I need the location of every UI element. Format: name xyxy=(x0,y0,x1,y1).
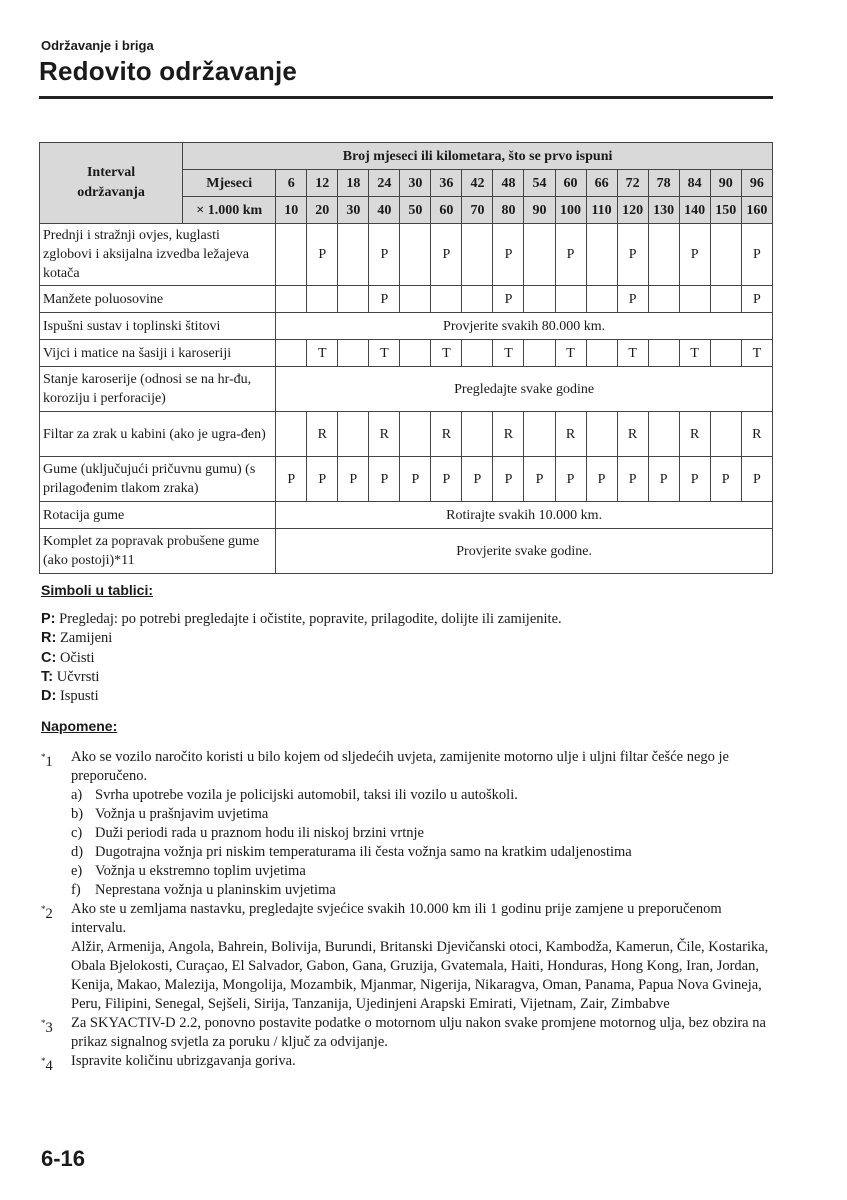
km-col-header: 100 xyxy=(555,197,586,224)
notes-title: Napomene: xyxy=(41,718,118,734)
table-cell: R xyxy=(307,412,338,457)
table-cell: T xyxy=(431,340,462,367)
symbol-item xyxy=(41,629,781,648)
table-row xyxy=(40,502,773,529)
month-col-header: 96 xyxy=(741,170,772,197)
table-cell xyxy=(586,286,617,313)
table-cell: P xyxy=(338,457,369,502)
table-cell: P xyxy=(493,457,524,502)
table-cell xyxy=(586,340,617,367)
table-cell: P xyxy=(710,457,741,502)
month-col-header: 60 xyxy=(555,170,586,197)
table-cell xyxy=(276,412,307,457)
table-cell: P xyxy=(648,457,679,502)
table-cell xyxy=(276,286,307,313)
month-col-header: 54 xyxy=(524,170,555,197)
table-cell xyxy=(648,224,679,286)
table-row xyxy=(40,412,773,457)
sub-item-letter: d) xyxy=(71,844,84,860)
table-cell: T xyxy=(679,340,710,367)
km-col-header: 20 xyxy=(307,197,338,224)
page-number: 6-16 xyxy=(41,1146,86,1171)
table-cell xyxy=(555,286,586,313)
sub-item-text: Vožnja u ekstremno toplim uvjetima xyxy=(95,863,306,879)
km-col-header: 80 xyxy=(493,197,524,224)
month-col-header: 84 xyxy=(679,170,710,197)
row-label: Ispušni sustav i toplinski štitovi xyxy=(40,313,276,340)
month-col-header: 30 xyxy=(400,170,431,197)
table-cell: T xyxy=(307,340,338,367)
table-cell: R xyxy=(555,412,586,457)
month-col-header: 66 xyxy=(586,170,617,197)
table-cell xyxy=(276,224,307,286)
table-cell xyxy=(524,286,555,313)
table-cell xyxy=(648,340,679,367)
km-col-header: 90 xyxy=(524,197,555,224)
table-cell xyxy=(276,340,307,367)
table-row xyxy=(40,367,773,412)
table-cell xyxy=(586,412,617,457)
note-sub-item xyxy=(71,881,776,900)
table-cell: T xyxy=(741,340,772,367)
table-cell xyxy=(710,340,741,367)
symbol-key: P: xyxy=(41,611,56,627)
symbol-item xyxy=(41,668,781,687)
table-cell xyxy=(710,412,741,457)
km-col-header: 30 xyxy=(338,197,369,224)
symbol-item xyxy=(41,687,781,706)
table-cell: P xyxy=(462,457,493,502)
month-col-header: 78 xyxy=(648,170,679,197)
symbol-item xyxy=(41,649,781,668)
row-label: Stanje karoserije (odnosi se na hr-đu, koroziju i perforacije) xyxy=(40,367,276,412)
note-sub-item xyxy=(71,843,776,862)
table-cell: T xyxy=(617,340,648,367)
symbol-desc: Ispusti xyxy=(56,688,99,705)
table-cell xyxy=(400,286,431,313)
table-cell: P xyxy=(431,224,462,286)
table-cell: P xyxy=(307,457,338,502)
month-col-header: 72 xyxy=(617,170,648,197)
km-col-header: 50 xyxy=(400,197,431,224)
month-col-header: 18 xyxy=(338,170,369,197)
note-1-text: Ako se vozilo naročito koristi u bilo kojem od sljedećih uvjeta, zamijenite motorno ulje i uljni filtar češće nego je preporučeno. xyxy=(71,749,729,784)
note-4-text: Ispravite količinu ubrizgavanja goriva. xyxy=(71,1053,296,1069)
table-cell xyxy=(524,340,555,367)
top-header: Broj mjeseci ili kilometara, što se prvo ispuni xyxy=(183,143,773,170)
table-cell: P xyxy=(431,457,462,502)
symbol-item xyxy=(41,610,781,629)
sub-item-text: Neprestana vožnja u planinskim uvjetima xyxy=(95,882,336,898)
month-col-header: 6 xyxy=(276,170,307,197)
sub-item-text: Svrha upotrebe vozila je policijski automobil, taksi ili vozilo u autoškoli. xyxy=(95,787,518,803)
table-cell xyxy=(679,286,710,313)
sub-item-text: Dugotrajna vožnja pri niskim temperaturama ili česta vožnja samo na kratkim udaljenostima xyxy=(95,844,632,860)
row-span-cell: Provjerite svakih 80.000 km. xyxy=(276,313,773,340)
note-2-countries: Alžir, Armenija, Angola, Bahrein, Bolivija, Burundi, Britanski Djevičanski otoci, Kambodža, Kamerun, Čile, Kostarika, Obala Bjelokosti, Curaçao, El Salvador, Gabon, Gana, Gruzija, Gvatemala, Haiti, Honduras, Hong Kong, Iran, Jordan, Kenija, Makao, Malezija, Mongolija, Mozambik, Mjanmar, Nigerija, Nikaragva, Oman, Panama, Papua Nova Gvineja, Peru, Filipini, Senegal, Sejšeli, Sirija, Tanzanija, Ujedinjeni Arapski Emirati, Vijetnam, Zair, Zimbabve xyxy=(71,939,769,1012)
table-cell: P xyxy=(493,286,524,313)
maintenance-table xyxy=(39,142,773,574)
sub-item-letter: e) xyxy=(71,863,83,879)
table-cell xyxy=(431,286,462,313)
month-col-header: 12 xyxy=(307,170,338,197)
table-cell: P xyxy=(586,457,617,502)
note-4-mark: 4 xyxy=(45,1057,53,1074)
month-col-header: 42 xyxy=(462,170,493,197)
symbol-key: T: xyxy=(41,668,54,685)
sub-item-letter: a) xyxy=(71,787,83,803)
km-col-header: 10 xyxy=(276,197,307,224)
row-label: Manžete poluosovine xyxy=(40,286,276,313)
km-col-header: 40 xyxy=(369,197,400,224)
symbols-title: Simboli u tablici: xyxy=(41,582,154,598)
table-cell: P xyxy=(369,224,400,286)
row-label: Filtar za zrak u kabini (ako je ugra-đen) xyxy=(40,412,276,457)
row-span-cell: Provjerite svake godine. xyxy=(276,529,773,574)
table-cell xyxy=(462,286,493,313)
note-3: *3 Za SKYACTIV-D 2.2, ponovno postavite podatke o motornom ulju nakon svake promjene motornog ulja, bez obzira na prikaz signalnog svjetla za poruku / ključ za odvijanje. xyxy=(41,1015,766,1050)
table-cell xyxy=(524,224,555,286)
table-cell: R xyxy=(679,412,710,457)
table-cell: P xyxy=(741,224,772,286)
table-cell xyxy=(462,340,493,367)
table-cell: P xyxy=(276,457,307,502)
month-col-header: 90 xyxy=(710,170,741,197)
symbol-key: D: xyxy=(41,688,57,705)
row-label: Vijci i matice na šasiji i karoseriji xyxy=(40,340,276,367)
table-cell: T xyxy=(369,340,400,367)
table-row xyxy=(40,286,773,313)
note-4: *4 Ispravite količinu ubrizgavanja goriva. xyxy=(41,1053,296,1074)
km-col-header: 140 xyxy=(679,197,710,224)
km-col-header: 160 xyxy=(741,197,772,224)
table-cell: P xyxy=(679,224,710,286)
table-row xyxy=(40,529,773,574)
row-span-cell: Rotirajte svakih 10.000 km. xyxy=(276,502,773,529)
table-cell xyxy=(524,412,555,457)
note-sub-item xyxy=(71,862,776,881)
table-row xyxy=(40,224,773,286)
table-cell xyxy=(400,412,431,457)
symbol-desc: Zamijeni xyxy=(56,630,113,647)
symbol-key: C: xyxy=(41,649,57,666)
km-label: × 1.000 km xyxy=(183,197,276,224)
table-cell: P xyxy=(369,286,400,313)
table-cell: P xyxy=(741,286,772,313)
symbols-list xyxy=(41,610,781,706)
table-cell xyxy=(648,412,679,457)
km-col-header: 150 xyxy=(710,197,741,224)
symbol-desc: Očisti xyxy=(56,649,95,666)
table-cell: R xyxy=(617,412,648,457)
km-col-header: 70 xyxy=(462,197,493,224)
month-col-header: 24 xyxy=(369,170,400,197)
table-cell: P xyxy=(369,457,400,502)
months-label: Mjeseci xyxy=(183,170,276,197)
symbol-key: R: xyxy=(41,630,57,647)
title-divider xyxy=(39,96,773,99)
km-col-header: 130 xyxy=(648,197,679,224)
table-cell xyxy=(710,224,741,286)
sub-item-text: Duži periodi rada u praznom hodu ili niskoj brzini vrtnje xyxy=(95,825,424,841)
note-3-text: Za SKYACTIV-D 2.2, ponovno postavite podatke o motornom ulju nakon svake promjene motornog ulja, bez obzira na prikaz signalnog svjetla za poruku / ključ za odvijanje. xyxy=(71,1015,766,1050)
table-cell xyxy=(307,286,338,313)
table-cell: P xyxy=(617,286,648,313)
table-cell xyxy=(648,286,679,313)
table-cell: P xyxy=(493,224,524,286)
table-cell xyxy=(338,224,369,286)
symbol-desc: Pregledaj: po potrebi pregledajte i očistite, popravite, prilagodite, dolijte ili zamijenite. xyxy=(55,611,562,627)
table-cell: P xyxy=(555,224,586,286)
table-cell xyxy=(338,340,369,367)
note-1-mark: 1 xyxy=(45,753,53,770)
table-cell: P xyxy=(741,457,772,502)
sub-item-text: Vožnja u prašnjavim uvjetima xyxy=(95,806,269,822)
month-col-header: 48 xyxy=(493,170,524,197)
sub-item-letter: f) xyxy=(71,882,81,898)
month-col-header: 36 xyxy=(431,170,462,197)
table-cell: R xyxy=(493,412,524,457)
note-sub-item xyxy=(71,805,776,824)
row-label: Prednji i stražnji ovjes, kuglasti zglobovi i aksijalna izvedba ležajeva kotača xyxy=(40,224,276,286)
table-cell: P xyxy=(679,457,710,502)
sub-item-letter: b) xyxy=(71,806,84,822)
symbol-desc: Učvrsti xyxy=(53,668,100,685)
table-cell: P xyxy=(617,457,648,502)
table-cell xyxy=(586,224,617,286)
table-cell: P xyxy=(400,457,431,502)
page-title: Redovito održavanje xyxy=(39,56,298,86)
note-sub-item xyxy=(71,786,776,805)
table-cell xyxy=(462,412,493,457)
table-cell: R xyxy=(431,412,462,457)
row-label: Rotacija gume xyxy=(40,502,276,529)
row-label: Gume (uključujući pričuvnu gumu) (s prilagođenim tlakom zraka) xyxy=(40,457,276,502)
table-cell: T xyxy=(555,340,586,367)
table-row xyxy=(40,340,773,367)
table-cell: P xyxy=(524,457,555,502)
note-1: *1 Ako se vozilo naročito koristi u bilo kojem od sljedećih uvjeta, zamijenite motorno ulje i uljni filtar češće nego je preporučeno. a) Svrha upotrebe vozila je policijski automobil, taksi ili vozilo u autoškoli. b) Vožnja u prašnjavim uvjetima c) Duži periodi rada u praznom hodu ili niskoj brzini vrtnje d) Dugotrajna vožnja pri niskim temperaturama ili česta vožnja samo na kratkim udaljenostima e) Vožnja u ekstremno toplim uvjetima f) Neprestana vožnja u planinskim uvjetima xyxy=(41,748,776,900)
table-cell xyxy=(338,286,369,313)
note-sub-item xyxy=(71,824,776,843)
row-span-cell: Pregledajte svake godine xyxy=(276,367,773,412)
table-cell: R xyxy=(369,412,400,457)
table-cell: T xyxy=(493,340,524,367)
table-cell: R xyxy=(741,412,772,457)
section-label: Održavanje i briga xyxy=(41,38,154,53)
table-cell xyxy=(710,286,741,313)
table-cell xyxy=(400,340,431,367)
table-cell: P xyxy=(307,224,338,286)
note-3-mark: 3 xyxy=(45,1019,53,1036)
sub-item-letter: c) xyxy=(71,825,83,841)
interval-header: Interval održavanja xyxy=(40,143,183,224)
table-cell xyxy=(338,412,369,457)
notes xyxy=(41,748,776,1074)
km-col-header: 120 xyxy=(617,197,648,224)
note-2-text: Ako ste u zemljama nastavku, pregledajte svjećice svakih 10.000 km ili 1 godinu prije zamjene u preporučenom intervalu. xyxy=(71,901,722,936)
table-row xyxy=(40,313,773,340)
table-row xyxy=(40,457,773,502)
note-2: *2 Ako ste u zemljama nastavku, pregledajte svjećice svakih 10.000 km ili 1 godinu prije zamjene u preporučenom intervalu. Alžir, Armenija, Angola, Bahrein, Bolivija, Burundi, Britanski Djevičanski otoci, Kambodža, Kamerun, Čile, Kostarika, Obala Bjelokosti, Curaçao, El Salvador, Gabon, Gana, Gruzija, Gvatemala, Haiti, Honduras, Hong Kong, Iran, Jordan, Kenija, Makao, Malezija, Mongolija, Mozambik, Mjanmar, Nigerija, Nikaragva, Oman, Panama, Papua Nova Gvineja, Peru, Filipini, Senegal, Sejšeli, Sirija, Tanzanija, Ujedinjeni Arapski Emirati, Vijetnam, Zair, Zimbabve xyxy=(41,900,776,1014)
table-cell xyxy=(462,224,493,286)
table-cell: P xyxy=(555,457,586,502)
table-cell xyxy=(400,224,431,286)
note-2-mark: 2 xyxy=(45,905,53,922)
row-label: Komplet za popravak probušene gume (ako postoji)*11 xyxy=(40,529,276,574)
km-col-header: 110 xyxy=(586,197,617,224)
km-col-header: 60 xyxy=(431,197,462,224)
table-cell: P xyxy=(617,224,648,286)
